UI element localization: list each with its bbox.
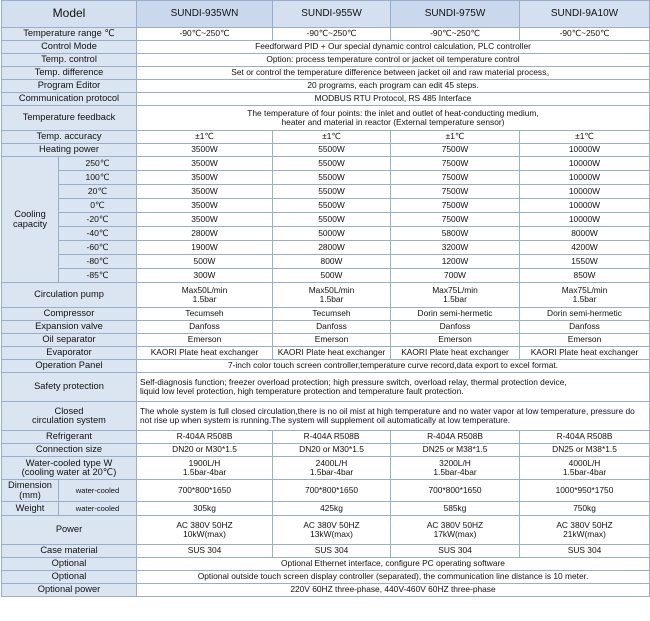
cell-value: 3500W (137, 199, 273, 213)
cell-value: Danfoss (137, 321, 273, 334)
model-name: SUNDI-935WN (137, 1, 273, 28)
row-temp-accuracy (2, 131, 650, 144)
cell-value: KAORI Plate heat exchanger (520, 347, 650, 360)
cell-value: SUS 304 (520, 545, 650, 558)
cell-value: 3500W (137, 144, 273, 157)
cell-value: SUS 304 (391, 545, 520, 558)
cell-value: KAORI Plate heat exchanger (137, 347, 273, 360)
cell-value: The whole system is full closed circulation,there is no oil mist at high temperature and no water vapor at low temperature, pressure do not rise up when system is running.The system will supplement oil automatically at low temperature. (137, 402, 650, 431)
cell-value: 500W (137, 255, 273, 269)
feedback-line: The temperature of four points: the inlet and outlet of heat-conducting medium, (247, 107, 539, 118)
cell-value: 3200W (391, 241, 520, 255)
cooling-temp: -40℃ (59, 227, 137, 241)
cell-value: 700W (391, 269, 520, 283)
cell-value: SUS 304 (137, 545, 273, 558)
cell-value: 5800W (391, 227, 520, 241)
cell-value: 2800W (273, 241, 391, 255)
cell-value: 5500W (273, 144, 391, 157)
cell-value: 4200W (520, 241, 650, 255)
cell-value: 220V 60HZ three-phase, 440V-460V 60HZ three-phase (137, 584, 650, 597)
row-water-cooled (2, 457, 650, 480)
cell-value: 3500W (137, 157, 273, 171)
row-heating-power (2, 144, 650, 157)
row-case-material (2, 545, 650, 558)
cell-value: DN20 or M30*1.5 (273, 444, 391, 457)
cell-value: Emerson (391, 334, 520, 347)
row-label: Compressor (2, 308, 137, 321)
cell-value: Max75L/min 1.5bar (391, 283, 520, 308)
model-name: SUNDI-955W (273, 1, 391, 28)
row-compressor (2, 308, 650, 321)
cell-value: -90℃~250℃ (273, 28, 391, 41)
row-label: Optional (2, 571, 137, 584)
cell-value: DN20 or M30*1.5 (137, 444, 273, 457)
sub-label: water-cooled (59, 480, 137, 502)
cell-value: Max75L/min 1.5bar (520, 283, 650, 308)
row-label: Expansion valve (2, 321, 137, 334)
cell-value: Optional Ethernet interface, configure PC operating software (137, 558, 650, 571)
row-label: Refrigerant (2, 431, 137, 444)
cell-value: KAORI Plate heat exchanger (273, 347, 391, 360)
row-label: Weight (2, 502, 59, 516)
cell-value: Emerson (137, 334, 273, 347)
row-communication (2, 93, 650, 106)
row-cooling (2, 171, 650, 185)
cooling-temp: -80℃ (59, 255, 137, 269)
cell-value: DN25 or M38*1.5 (520, 444, 650, 457)
cell-value: 7500W (391, 171, 520, 185)
row-label: Case material (2, 545, 137, 558)
spec-table (1, 0, 650, 597)
cell-value: R-404A R508B (273, 431, 391, 444)
cell-value: MODBUS RTU Protocol, RS 485 Interface (137, 93, 650, 106)
cell-value: 7500W (391, 157, 520, 171)
cooling-temp: 100℃ (59, 171, 137, 185)
cell-value: 4000L/H 1.5bar-4bar (520, 457, 650, 480)
row-temp-difference (2, 67, 650, 80)
row-dimension (2, 480, 650, 502)
cooling-temp: -85℃ (59, 269, 137, 283)
cell-value: 500W (273, 269, 391, 283)
cell-value: 3500W (137, 185, 273, 199)
cell-value: 2400L/H 1.5bar-4bar (273, 457, 391, 480)
cell-value: 300W (137, 269, 273, 283)
cell-value: 10000W (520, 171, 650, 185)
cooling-temp: 0℃ (59, 199, 137, 213)
row-power (2, 516, 650, 545)
cell-value: AC 380V 50HZ 13kW(max) (273, 516, 391, 545)
cell-value: 3200L/H 1.5bar-4bar (391, 457, 520, 480)
cell-value: 7500W (391, 144, 520, 157)
cell-value: 1550W (520, 255, 650, 269)
cell-value: -90℃~250℃ (391, 28, 520, 41)
row-circulation-pump (2, 283, 650, 308)
cell-value: 2800W (137, 227, 273, 241)
cell-value: AC 380V 50HZ 17kW(max) (391, 516, 520, 545)
cell-value: DN25 or M38*1.5 (391, 444, 520, 457)
cell-value: Tecumseh (137, 308, 273, 321)
row-cooling (2, 255, 650, 269)
model-name: SUNDI-975W (391, 1, 520, 28)
row-label: Water-cooled type W (cooling water at 20℃) (2, 457, 137, 480)
row-label: Optional power (2, 584, 137, 597)
row-program-editor (2, 80, 650, 93)
row-cooling (2, 213, 650, 227)
cell-value: AC 380V 50HZ 10kW(max) (137, 516, 273, 545)
row-label: Evaporator (2, 347, 137, 360)
cell-value: 5500W (273, 171, 391, 185)
cell-value: ±1℃ (520, 131, 650, 144)
cooling-temp: 250℃ (59, 157, 137, 171)
cell-value: 10000W (520, 144, 650, 157)
cell-value: 305kg (137, 502, 273, 516)
row-label: Closed circulation system (2, 402, 137, 431)
header-row (2, 1, 650, 28)
row-label: Connection size (2, 444, 137, 457)
row-label: Optional (2, 558, 137, 571)
cell-value: Danfoss (391, 321, 520, 334)
cell-value: 800W (273, 255, 391, 269)
cell-value: 3500W (137, 213, 273, 227)
cell-value: 8000W (520, 227, 650, 241)
cell-value: 7-inch color touch screen controller,temperature curve record,data export to excel format. (137, 360, 650, 373)
cell-value: 7500W (391, 199, 520, 213)
cell-value: Danfoss (273, 321, 391, 334)
cooling-temp: -60℃ (59, 241, 137, 255)
feedback-line: heater and material in reactor (External temperature sensor) (281, 117, 505, 127)
cell-value: Optional outside touch screen display controller (separated), the communication line distance is 10 meter. (137, 571, 650, 584)
row-expansion-valve (2, 321, 650, 334)
row-label: Temp. accuracy (2, 131, 137, 144)
cell-value: Danfoss (520, 321, 650, 334)
row-optional-power (2, 584, 650, 597)
cell-value: Emerson (273, 334, 391, 347)
row-temp-feedback (2, 106, 650, 131)
row-label: Safety protection (2, 373, 137, 402)
cell-value: 1900L/H 1.5bar-4bar (137, 457, 273, 480)
row-temp-range (2, 28, 650, 41)
row-closed-circulation (2, 402, 650, 431)
row-cooling (2, 185, 650, 199)
row-cooling (2, 241, 650, 255)
row-cooling (2, 227, 650, 241)
cell-value: 10000W (520, 185, 650, 199)
cell-value: 425kg (273, 502, 391, 516)
row-cooling (2, 157, 650, 171)
cell-value: 700*800*1650 (273, 480, 391, 502)
cell-value: 1900W (137, 241, 273, 255)
row-refrigerant (2, 431, 650, 444)
cell-value: 10000W (520, 157, 650, 171)
cell-value: ±1℃ (137, 131, 273, 144)
row-label: Power (2, 516, 137, 545)
cell-value: R-404A R508B (391, 431, 520, 444)
cell-value: 10000W (520, 199, 650, 213)
model-header-label: Model (2, 1, 137, 28)
row-label: Temperature feedback (2, 106, 137, 131)
cell-value: Dorin semi-hermetic (391, 308, 520, 321)
row-label: Operation Panel (2, 360, 137, 373)
row-label: Temperature range ℃ (2, 28, 137, 41)
cell-value: 20 programs, each program can edit 45 steps. (137, 80, 650, 93)
row-operation-panel (2, 360, 650, 373)
cell-value: KAORI Plate heat exchanger (391, 347, 520, 360)
cooling-capacity-label: Cooling capacity (2, 157, 59, 283)
row-label: Communication protocol (2, 93, 137, 106)
cell-value: 1000*950*1750 (520, 480, 650, 502)
cell-value: 700*800*1650 (137, 480, 273, 502)
cell-value: 5500W (273, 199, 391, 213)
cooling-temp: 20℃ (59, 185, 137, 199)
row-optional-1 (2, 558, 650, 571)
model-name: SUNDI-9A10W (520, 1, 650, 28)
cell-value: AC 380V 50HZ 21kW(max) (520, 516, 650, 545)
sub-label: water-cooled (59, 502, 137, 516)
row-weight (2, 502, 650, 516)
cell-value: 3500W (137, 171, 273, 185)
cell-value: 850W (520, 269, 650, 283)
row-label: Oil separator (2, 334, 137, 347)
row-temp-control (2, 54, 650, 67)
row-connection-size (2, 444, 650, 457)
row-label: Temp. control (2, 54, 137, 67)
row-label: Program Editor (2, 80, 137, 93)
cell-value: Emerson (520, 334, 650, 347)
cell-value: 7500W (391, 185, 520, 199)
row-oil-separator (2, 334, 650, 347)
cell-value (137, 106, 650, 131)
cell-value: R-404A R508B (137, 431, 273, 444)
cell-value: 585kg (391, 502, 520, 516)
cell-value: Max50L/min 1.5bar (137, 283, 273, 308)
cell-value: Option: process temperature control or jacket oil temperature control (137, 54, 650, 67)
row-evaporator (2, 347, 650, 360)
cell-value: Set or control the temperature difference between jacket oil and raw material process。 (137, 67, 650, 80)
row-label: Control Mode (2, 41, 137, 54)
cell-value: Dorin semi-hermetic (520, 308, 650, 321)
cell-value: 10000W (520, 213, 650, 227)
cell-value: Feedforward PID + Our special dynamic control calculation, PLC controller (137, 41, 650, 54)
row-label: Heating power (2, 144, 137, 157)
cell-value: 5500W (273, 185, 391, 199)
cell-value: 700*800*1650 (391, 480, 520, 502)
cell-value: Self-diagnosis function; freezer overload protection; high pressure switch, overload relay, thermal protection device, liquid low level protection, high temperature protection and temperature fault protection. (137, 373, 650, 402)
cell-value: Max50L/min 1.5bar (273, 283, 391, 308)
cell-value: -90℃~250℃ (520, 28, 650, 41)
row-label: Temp. difference (2, 67, 137, 80)
cell-value: R-404A R508B (520, 431, 650, 444)
row-optional-2 (2, 571, 650, 584)
row-cooling (2, 199, 650, 213)
cell-value: 5500W (273, 213, 391, 227)
cell-value: SUS 304 (273, 545, 391, 558)
cell-value: -90℃~250℃ (137, 28, 273, 41)
row-control-mode (2, 41, 650, 54)
cell-value: 5500W (273, 157, 391, 171)
cooling-temp: -20℃ (59, 213, 137, 227)
cell-value: ±1℃ (391, 131, 520, 144)
cell-value: ±1℃ (273, 131, 391, 144)
row-safety-protection (2, 373, 650, 402)
cell-value: 1200W (391, 255, 520, 269)
row-label: Circulation pump (2, 283, 137, 308)
cell-value: Tecumseh (273, 308, 391, 321)
cell-value: 5000W (273, 227, 391, 241)
row-cooling (2, 269, 650, 283)
cell-value: 750kg (520, 502, 650, 516)
row-label: Dimension (mm) (2, 480, 59, 502)
cell-value: 7500W (391, 213, 520, 227)
